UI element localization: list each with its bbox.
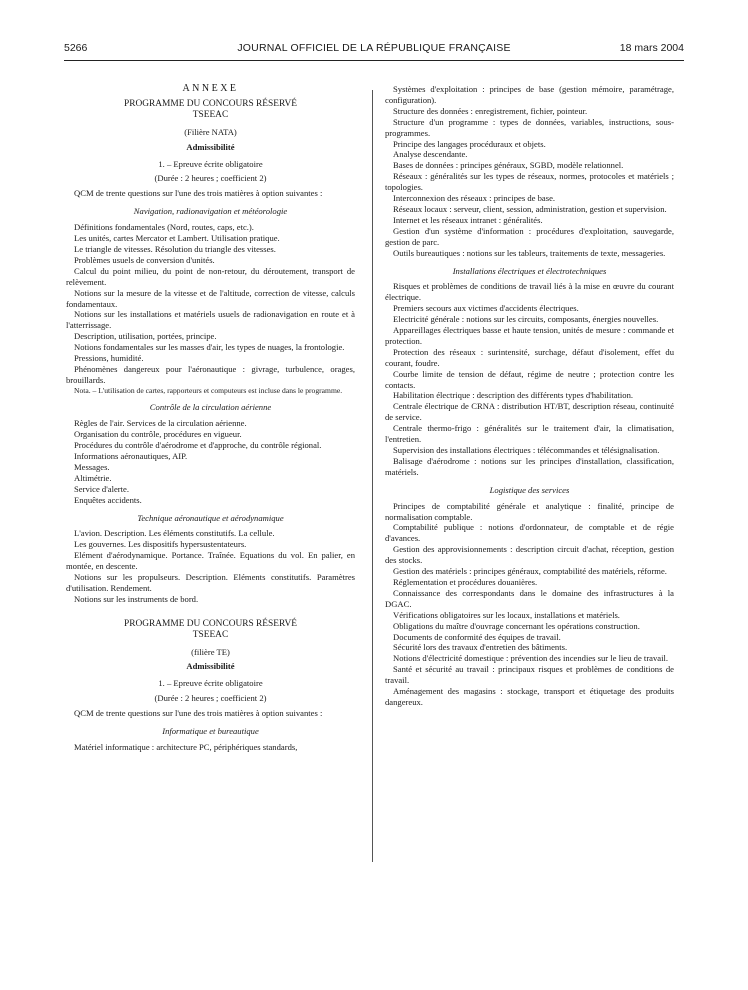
list-item: Principe des langages procéduraux et objets. <box>393 138 546 149</box>
qcm-paragraph-te: QCM de trente questions sur l'une des trois matières à option suivantes : <box>74 708 323 719</box>
list-item: Elément d'aérodynamique. Portance. Traînée. Equations du vol. En palier, en montée, en descente. <box>66 550 355 572</box>
list-logistique <box>385 501 674 708</box>
list-item: Habilitation électrique : description des différents types d'habilitation. <box>393 390 634 401</box>
section-title-technique: Technique aéronautique et aérodynamique <box>137 512 284 523</box>
list-electrique <box>385 281 674 477</box>
duree-nata: (Durée : 2 heures ; coefficient 2) <box>154 173 267 184</box>
list-item: Comptabilité publique : notions d'ordonnateur, de comptable et de régie d'avances. <box>385 522 674 544</box>
page-header <box>64 38 684 56</box>
list-item: Notions sur la mesure de la vitesse et de l'altitude, correction de vitesse, calculs fondamentaux. <box>66 287 355 309</box>
list-item: Organisation du contrôle, procédures en vigueur. <box>74 429 242 440</box>
list-item: Réglementation et procédures douanières. <box>393 576 538 587</box>
list-item: Outils bureautiques : notions sur les tableurs, traitements de texte, messageries. <box>393 247 666 258</box>
list-item: Premiers secours aux victimes d'accidents électriques. <box>393 303 579 314</box>
duree-te: (Durée : 2 heures ; coefficient 2) <box>154 693 267 704</box>
nota-paragraph: Nota. – L'utilisation de cartes, rapporteurs et computeurs est incluse dans le programme. <box>74 385 343 395</box>
epreuve-heading-te: 1. – Epreuve écrite obligatoire <box>158 678 263 689</box>
page-number: 5266 <box>64 42 88 54</box>
list-item: Informations aéronautiques, AIP. <box>74 450 188 461</box>
program-title-te: PROGRAMME DU CONCOURS RÉSERVÉ <box>124 618 297 629</box>
program-subtitle-nata: TSEEAC <box>192 109 229 120</box>
qcm-paragraph-nata: QCM de trente questions sur l'une des trois matières à option suivantes : <box>74 188 323 199</box>
list-item: Notions sur les installations et matériels usuels de radionavigation en route et à l'atterrissage. <box>66 309 355 331</box>
list-item: Description, utilisation, portées, principe. <box>74 331 217 342</box>
list-item: Phénomènes dangereux pour l'aéronautique : givrage, turbulence, orages, brouillards. <box>66 363 355 385</box>
list-item: Enquêtes accidents. <box>74 494 142 505</box>
column-separator <box>372 90 373 862</box>
list-item: Protection des réseaux : surintensité, surchage, défaut d'isolement, effet du courant, foudre. <box>385 346 674 368</box>
list-item: Analyse descendante. <box>393 149 468 160</box>
list-item: Supervision des installations électriques : télécommandes et télésignalisation. <box>393 445 660 455</box>
list-item: Centrale thermo-frigo : généralités sur le traitement d'air, la climatisation, l'entretien. <box>385 423 674 445</box>
list-item: Structure d'un programme : types de données, variables, instructions, sous-programmes. <box>385 116 674 138</box>
list-item: Aménagement des magasins : stockage, transport et étiquetage des produits dangereux. <box>385 686 674 707</box>
list-item: Santé et sécurité au travail : principaux risques et problèmes de conditions de travail. <box>385 664 674 686</box>
list-item: Gestion des matériels : principes généraux, comptabilité des matériels, réforme. <box>393 566 667 577</box>
list-item: Courbe limite de tension de défaut, régime de neutre ; protection contre les contacts. <box>385 368 674 390</box>
publication-date: 18 mars 2004 <box>619 42 684 54</box>
list-item: Internet et les réseaux intranet : généralités. <box>393 214 543 225</box>
list-item: Notions sur les instruments de bord. <box>74 593 199 604</box>
list-item: Problèmes usuels de conversion d'unités. <box>74 254 215 265</box>
list-item: Gestion des approvisionnements : description circuit d'achat, réception, gestion des stocks. <box>385 544 674 566</box>
list-item: Calcul du point milieu, du point de non-retour, du déroutement, transport de relèvement. <box>66 265 355 287</box>
filiere-te: (filière TE) <box>191 646 230 657</box>
list-informatique <box>385 84 674 259</box>
list-item: Le triangle de vitesses. Résolution du triangle des vitesses. <box>74 243 276 254</box>
section-title-logistique: Logistique des services <box>489 484 570 495</box>
list-item: Electricité générale : notions sur les circuits, composants, énergies nouvelles. <box>393 314 659 325</box>
list-item: Connaissance des correspondants dans le domaine des infrastructures à la DGAC. <box>385 587 674 609</box>
list-controle <box>66 418 355 505</box>
list-item: Notions d'électricité domestique : prévention des incendies sur le lieu de travail. <box>393 653 669 664</box>
filiere-nata: (Filière NATA) <box>184 126 237 137</box>
list-item: Définitions fondamentales (Nord, routes, caps, etc.). <box>74 222 254 233</box>
list-item: Notions sur les propulseurs. Description. Eléments constitutifs. Paramètres d'utilisation. Rendement. <box>66 572 355 593</box>
list-item: Documents de conformité des équipes de travail. <box>393 631 561 642</box>
journal-title: JOURNAL OFFICIEL DE LA RÉPUBLIQUE FRANÇAISE <box>237 42 511 54</box>
section-title-controle: Contrôle de la circulation aérienne <box>149 402 272 413</box>
list-item: Service d'alerte. <box>74 483 129 494</box>
program-title-nata: PROGRAMME DU CONCOURS RÉSERVÉ <box>124 98 297 109</box>
section-title-navigation: Navigation, radionavigation et météorologie <box>133 206 288 217</box>
list-item: L'avion. Description. Les éléments constitutifs. La cellule. <box>74 528 275 539</box>
list-navigation <box>66 222 355 386</box>
list-item: Règles de l'air. Services de la circulation aérienne. <box>74 418 247 429</box>
list-item: Gestion d'un système d'information : procédures d'exploitation, sauvegarde, gestion de parc. <box>385 225 674 247</box>
list-item: Centrale électrique de CRNA : distribution HT/BT, description réseau, continuité de service. <box>385 401 674 423</box>
list-item: Messages. <box>74 461 110 472</box>
list-item: Interconnexion des réseaux : principes de base. <box>393 193 556 204</box>
list-item: Vérifications obligatoires sur les locaux, installations et matériels. <box>393 609 620 620</box>
list-item: Structure des données : enregistrement, fichier, pointeur. <box>393 105 588 116</box>
epreuve-heading-nata: 1. – Epreuve écrite obligatoire <box>158 158 263 169</box>
list-item: Balisage d'aérodrome : notions sur les principes d'installation, classification, matériels. <box>385 455 674 477</box>
admissibilite-heading-te: Admissibilité <box>186 661 235 672</box>
list-item: Les gouvernes. Les dispositifs hypersustentateurs. <box>74 539 247 550</box>
list-item: Pressions, humidité. <box>74 353 144 364</box>
list-item: Procédures du contrôle d'aérodrome et d'approche, du contrôle régional. <box>74 440 322 451</box>
list-item: Obligations du maître d'ouvrage concernant les opérations construction. <box>393 620 640 631</box>
section-title-electrique: Installations électriques et électrotechniques <box>452 265 607 276</box>
list-item: Sécurité lors des travaux d'entretien des bâtiments. <box>393 642 568 653</box>
annexe-heading: ANNEXE <box>182 83 239 94</box>
right-column <box>385 84 674 708</box>
program-subtitle-te: TSEEAC <box>192 629 229 640</box>
list-item: Réseaux locaux : serveur, client, session, administration, gestion et supervision. <box>393 203 667 214</box>
list-item: Réseaux : généralités sur les types de réseaux, normes, protocoles et matériels ; topologies. <box>385 171 674 193</box>
admissibilite-heading-nata: Admissibilité <box>186 141 235 152</box>
list-item: Appareillages électriques basse et haute tension, unités de mesure : commande et protection. <box>385 325 674 346</box>
header-rule <box>64 60 684 61</box>
list-technique <box>66 528 355 604</box>
list-item: Les unités, cartes Mercator et Lambert. Utilisation pratique. <box>74 233 280 244</box>
list-item: Matériel informatique : architecture PC, périphériques standards, <box>74 742 298 752</box>
list-item: Risques et problèmes de conditions de travail liés à la mise en œuvre du courant électrique. <box>385 281 674 303</box>
list-item: Principes de comptabilité générale et analytique : finalité, principe de normalisation comptable. <box>385 500 674 522</box>
list-item: Notions fondamentales sur les masses d'air, les types de nuages, la frontologie. <box>74 342 345 353</box>
list-item: Bases de données : principes généraux, SGBD, modèle relationnel. <box>393 160 624 171</box>
section-title-informatique: Informatique et bureautique <box>162 726 259 737</box>
list-item: Systèmes d'exploitation : principes de base (gestion mémoire, paramétrage, configuration). <box>385 84 674 105</box>
list-item: Altimétrie. <box>74 472 112 483</box>
left-column <box>66 84 355 753</box>
